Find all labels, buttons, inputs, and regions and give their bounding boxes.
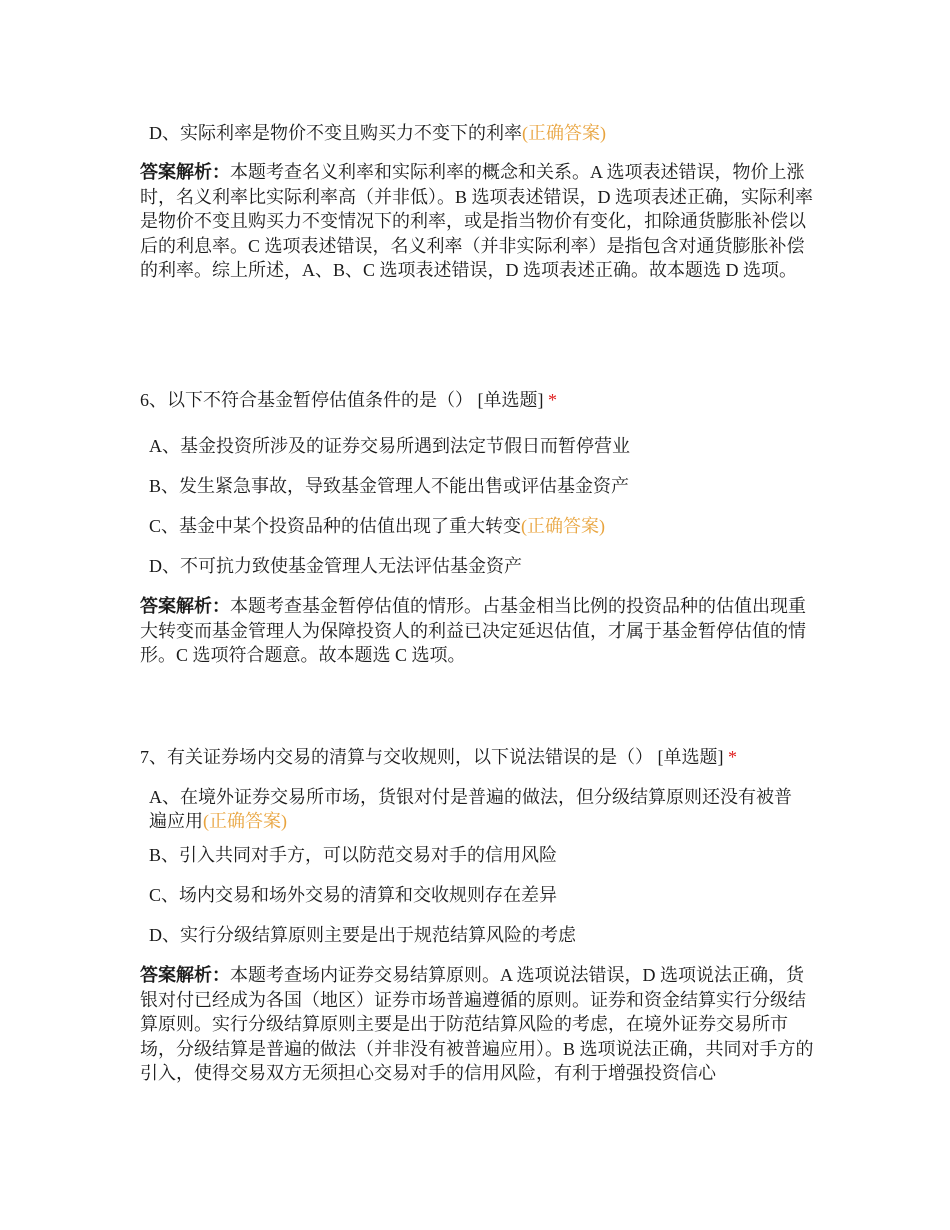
- q6-option-d: [149, 554, 809, 578]
- q6-correct-tag: (正确答案): [521, 516, 606, 536]
- q7-question-text: 7、有关证券场内交易的清算与交收规则，以下说法错误的是（） [单选题]: [140, 747, 724, 767]
- q7-option-b-text: B、引入共同对手方，可以防范交易对手的信用风险: [149, 845, 558, 865]
- q6-option-a-text: A、基金投资所涉及的证券交易所遇到法定节假日而暂停营业: [149, 436, 630, 456]
- q5-analysis-text: 本题考查名义利率和实际利率的概念和关系。A 选项表述错误，物价上涨时，名义利率比实际利率高（并非低）。B 选项表述错误，D 选项表述正确，实际利率是物价不变且购买力不变情况下的利率，或是指当物价有变化，扣除通货膨胀补偿以后的利息率。C 选项表述错误，名义利率（并非实际利率）是指包含对通货膨胀补偿的利率。综上所述，A、B、C 选项表述错误，D 选项表述正确。故本题选 D 选项。: [140, 162, 814, 280]
- q7-option-d-text: D、实行分级结算原则主要是出于规范结算风险的考虑: [149, 925, 576, 945]
- q6-option-b-text: B、发生紧急事故，导致基金管理人不能出售或评估基金资产: [149, 476, 630, 496]
- q5-analysis-label: 答案解析：: [140, 162, 230, 182]
- q7-analysis-text: 本题考查场内证券交易结算原则。A 选项说法错误，D 选项说法正确，货银对付已经成为各国（地区）证券市场普遍遵循的原则。证券和资金结算实行分级结算原则。实行分级结算原则主要是出于防范结算风险的考虑，在境外证券交易所市场，分级结算是普遍的做法（并非没有被普遍应用）。B 选项说法正确，共同对手方的引入，使得交易双方无须担心交易对手的信用风险，有利于增强投资信心: [140, 965, 814, 1083]
- q6-option-b: [149, 474, 809, 498]
- q7-option-b: [149, 843, 809, 867]
- q6-option-c-text: C、基金中某个投资品种的估值出现了重大转变: [149, 516, 522, 536]
- q7-correct-tag: (正确答案): [203, 811, 287, 831]
- q7-analysis-label: 答案解析：: [140, 965, 230, 985]
- q7-required-mark: *: [728, 747, 737, 767]
- q7-analysis: [140, 963, 815, 1086]
- q6-option-c: [149, 514, 809, 538]
- q5-option-d: [149, 121, 809, 145]
- q7-option-a-text: A、在境外证券交易所市场，货银对付是普遍的做法，但分级结算原则还没有被普遍应用: [149, 787, 792, 831]
- q5-option-d-text: D、实际利率是物价不变且购买力不变下的利率: [149, 123, 522, 143]
- q7-question: [140, 745, 815, 769]
- q6-analysis: [140, 594, 815, 668]
- q6-analysis-label: 答案解析：: [140, 596, 230, 616]
- q6-option-d-text: D、不可抗力致使基金管理人无法评估基金资产: [149, 556, 522, 576]
- q7-option-a: [149, 785, 809, 833]
- q7-option-c: [149, 883, 809, 907]
- q5-analysis: [140, 160, 815, 283]
- q6-analysis-text: 本题考查基金暂停估值的情形。占基金相当比例的投资品种的估值出现重大转变而基金管理人为保障投资人的利益已决定延迟估值，才属于基金暂停估值的情形。C 选项符合题意。故本题选 C 选项。: [140, 596, 806, 665]
- q5-correct-tag: (正确答案): [522, 123, 606, 143]
- q6-question-text: 6、以下不符合基金暂停估值条件的是（） [单选题]: [140, 390, 544, 410]
- q6-required-mark: *: [548, 390, 557, 410]
- q7-option-d: [149, 923, 809, 947]
- q6-question: [140, 388, 815, 412]
- q6-option-a: [149, 434, 809, 458]
- q7-option-c-text: C、场内交易和场外交易的清算和交收规则存在差异: [149, 885, 558, 905]
